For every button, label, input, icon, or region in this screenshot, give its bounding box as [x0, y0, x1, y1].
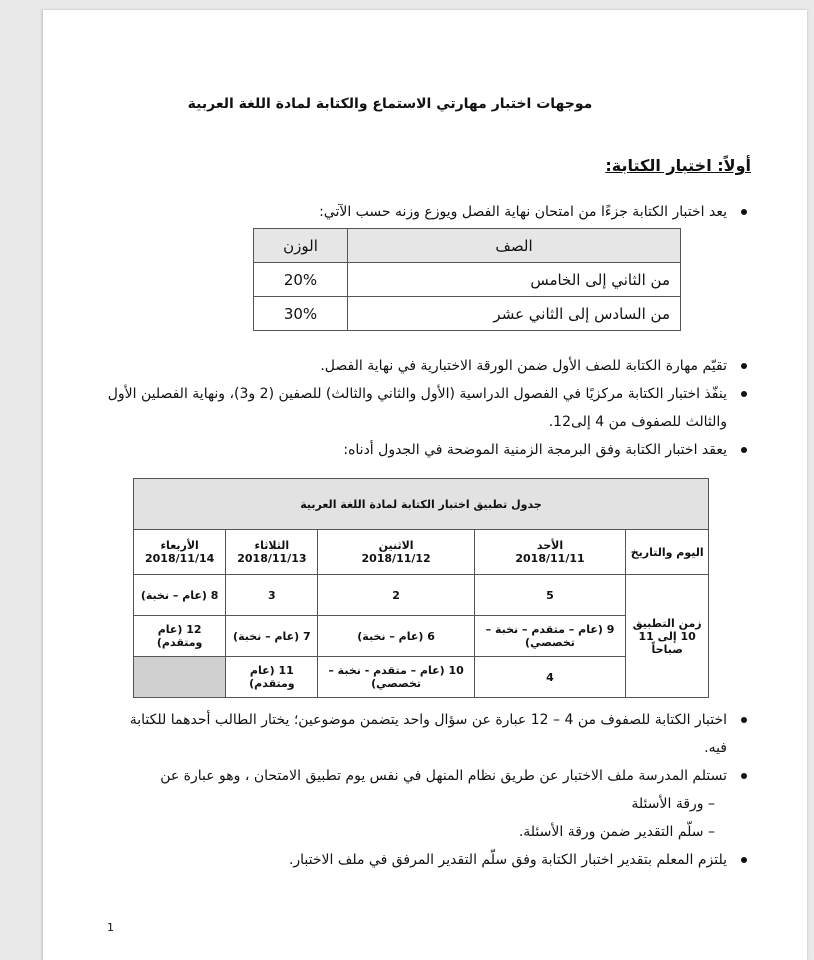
- bullet-file-receipt: تستلم المدرسة ملف الاختبار عن طريق نظام المنهل في نفس يوم تطبيق الامتحان ، وهو عبارة عن: [103, 762, 751, 790]
- day-date: 2018/11/14: [145, 552, 215, 565]
- table-row: [134, 616, 709, 657]
- schedule-cell: 10 (عام – متقدم - نخبة – تخصصي): [318, 657, 474, 698]
- day-header: [474, 530, 626, 575]
- time-label-line1: زمن التطبيق: [632, 616, 702, 630]
- sub-item-questions: – ورقة الأسئلة: [631, 796, 715, 812]
- schedule-cell: 7 (عام – نخبة): [226, 616, 318, 657]
- bullet-schedule-intro: يعقد اختبار الكتابة وفق البرمجة الزمنية الموضحة في الجدول أدناه:: [103, 436, 751, 464]
- schedule-cell: 8 (عام – نخبة): [134, 575, 226, 616]
- day-header: [226, 530, 318, 575]
- time-label: [626, 575, 709, 698]
- schedule-caption: جدول تطبيق اختبار الكتابة لمادة اللغة العربية: [134, 479, 709, 530]
- schedule-cell: 2: [318, 575, 474, 616]
- weight-cell: 30%: [254, 297, 348, 331]
- weight-cell: 20%: [254, 263, 348, 297]
- weight-column-header: الوزن: [254, 229, 348, 263]
- day-date: 2018/11/12: [361, 552, 431, 565]
- table-row: [134, 575, 709, 616]
- empty-cell: [134, 657, 226, 698]
- day-name: الأربعاء: [160, 539, 199, 552]
- schedule-cell: 9 (عام – متقدم – نخبة – تخصصي): [474, 616, 626, 657]
- time-label-line2: 10 إلى 11 صباحاً: [638, 629, 696, 656]
- schedule-cell: 3: [226, 575, 318, 616]
- day-header: [318, 530, 474, 575]
- weights-table: [253, 228, 681, 331]
- grade-cell: من السادس إلى الثاني عشر: [347, 297, 680, 331]
- day-date: 2018/11/11: [515, 552, 585, 565]
- bullet-central: ينفّذ اختبار الكتابة مركزيًا في الفصول الدراسية (الأول والثاني والثالث) للصفين (2 و3)، ونهاية الفصلين الأول والثالث للصفوف من 4 إلى12.: [103, 380, 751, 436]
- schedule-cell: 6 (عام – نخبة): [318, 616, 474, 657]
- schedule-cell: 12 (عام ومتقدم): [134, 616, 226, 657]
- page-number: 1: [107, 921, 114, 934]
- schedule-cell: 11 (عام ومتقدم): [226, 657, 318, 698]
- day-name: الثلاثاء: [254, 539, 290, 552]
- table-row: [254, 297, 681, 331]
- schedule-cell: 5: [474, 575, 626, 616]
- day-date: 2018/11/13: [237, 552, 307, 565]
- paragraph-block-2: [103, 352, 751, 464]
- schedule-table: [133, 478, 709, 698]
- day-name: الأحد: [536, 539, 564, 552]
- day-header: [134, 530, 226, 575]
- schedule-cell: 4: [474, 657, 626, 698]
- document-page: [42, 10, 807, 960]
- grade-cell: من الثاني إلى الخامس: [347, 263, 680, 297]
- table-row: [254, 263, 681, 297]
- bullet-question-format: اختبار الكتابة للصفوف من 4 – 12 عبارة عن سؤال واحد يتضمن موضوعين؛ يختار الطالب أحدهما للكتابة فيه.: [103, 706, 751, 762]
- table-row: [134, 657, 709, 698]
- paragraph-block-3: [103, 706, 751, 874]
- section-heading: أولاً: اختبار الكتابة:: [605, 156, 751, 175]
- day-date-label: اليوم والتاريخ: [626, 530, 709, 575]
- grade-column-header: الصف: [347, 229, 680, 263]
- bullet-weight-intro: يعد اختبار الكتابة جزءًا من امتحان نهاية الفصل ويوزع وزنه حسب الآتي:: [103, 198, 751, 226]
- schedule-header-row: [134, 530, 709, 575]
- day-name: الاثنين: [378, 539, 414, 552]
- page-title: موجهات اختبار مهارتي الاستماع والكتابة لمادة اللغة العربية: [187, 96, 593, 112]
- bullet-teacher-grading: يلتزم المعلم بتقدير اختبار الكتابة وفق سلّم التقدير المرفق في ملف الاختبار.: [103, 846, 751, 874]
- sub-item-rubric: – سلّم التقدير ضمن ورقة الأسئلة.: [518, 824, 715, 840]
- table-header-row: [254, 229, 681, 263]
- paragraph-block-1: [103, 198, 751, 226]
- bullet-grade1: تقيّم مهارة الكتابة للصف الأول ضمن الورقة الاختبارية في نهاية الفصل.: [103, 352, 751, 380]
